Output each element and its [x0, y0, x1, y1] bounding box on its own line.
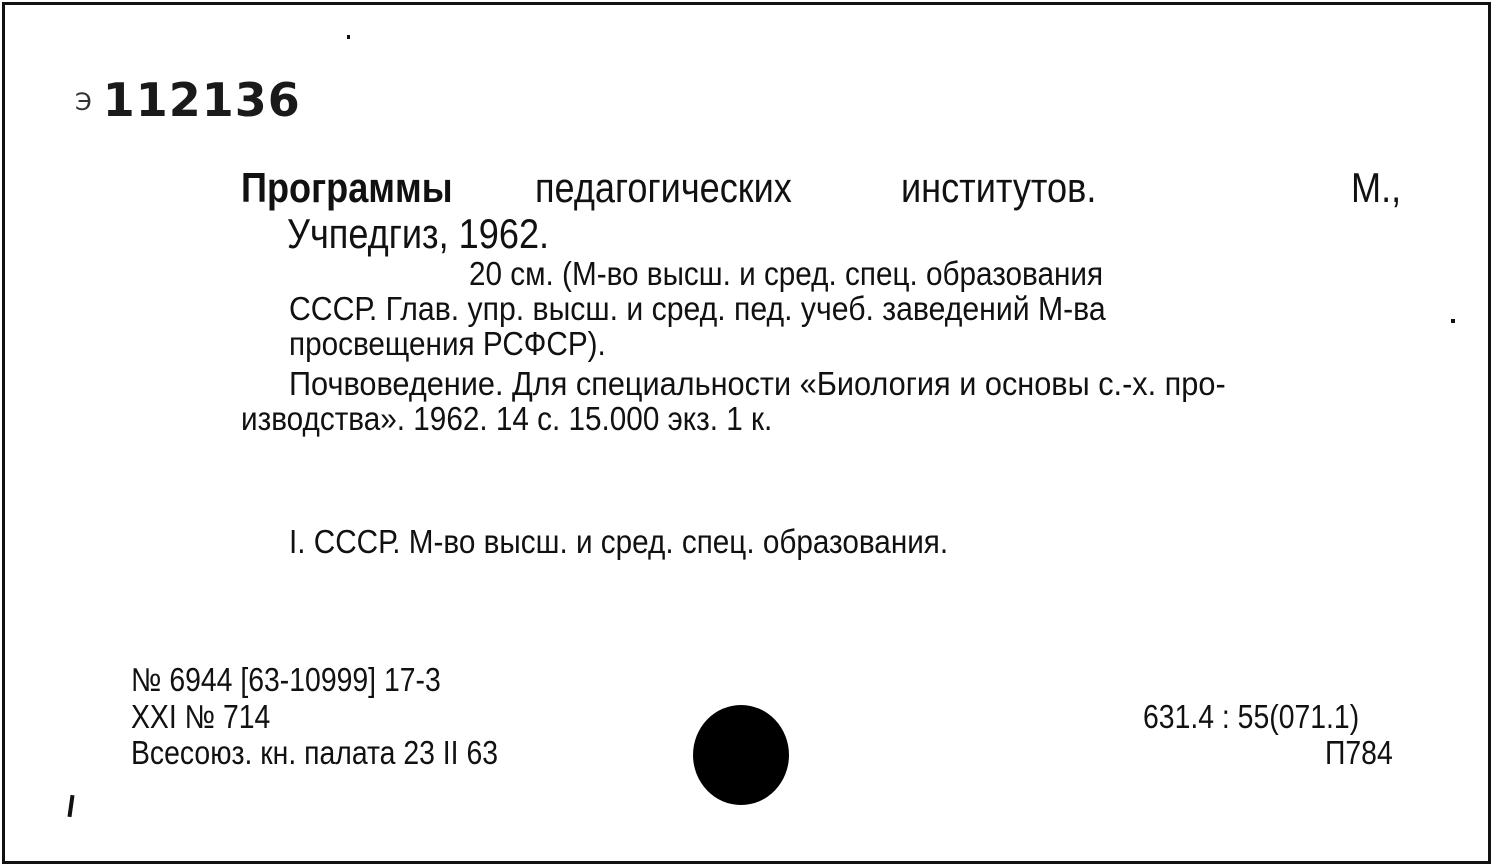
- inventory-prefix: Э: [75, 88, 93, 116]
- description-line-3: просвещения РСФСР).: [289, 325, 606, 362]
- contents-line-2: изводства». 1962. 14 с. 15.000 экз. 1 к.: [241, 400, 773, 437]
- series-number: XXI № 714: [131, 698, 271, 735]
- ink-mark: [67, 795, 74, 817]
- catalog-card: [2, 2, 1491, 864]
- ink-speck: [1451, 319, 1455, 323]
- publication-place: М.,: [1351, 164, 1402, 211]
- title-heading: [241, 164, 453, 211]
- chamber-imprint: Всесоюз. кн. палата 23 II 63: [131, 734, 499, 771]
- classification-code: 631.4 : 55(071.1): [1143, 698, 1360, 735]
- added-entry: I. СССР. М-во высш. и сред. спец. образования.: [289, 523, 949, 560]
- ink-speck: [347, 35, 350, 39]
- registration-number: № 6944 [63-10999] 17-3: [131, 661, 441, 698]
- title-heading-word-3: институтов.: [901, 164, 1097, 211]
- author-mark: П784: [1325, 734, 1393, 771]
- contents-line-1: Почвоведение. Для специальности «Биология и основы с.-х. про-: [289, 365, 1226, 402]
- inventory-number: [75, 73, 301, 127]
- publisher-line: Учпедгиз, 1962.: [287, 210, 550, 257]
- title-heading-bold: Программы: [241, 164, 453, 211]
- title-heading-word-2: педагогических: [535, 164, 792, 211]
- description-line-2: СССР. Глав. упр. высш. и сред. пед. учеб. заведений М-ва: [289, 290, 1106, 327]
- description-line-1: 20 см. (М-во высш. и сред. спец. образования: [469, 255, 1104, 292]
- inventory-number-value: 112136: [102, 73, 301, 127]
- ink-blot: [693, 705, 789, 805]
